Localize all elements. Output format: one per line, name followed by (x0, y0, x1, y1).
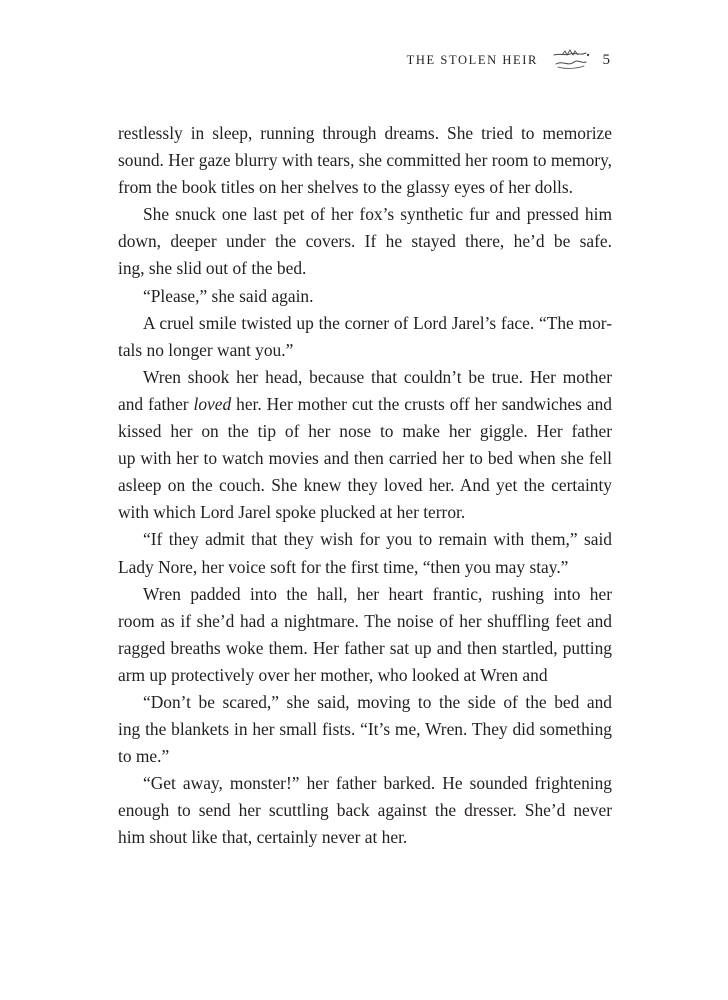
italic-emphasis: loved (193, 393, 232, 414)
page-number: 5 (602, 52, 610, 68)
text-line: up with her to watch movies and then carried her to bed when she fell (118, 448, 612, 469)
text-line: “If they admit that they wish for you to remain with them,” said (143, 529, 612, 550)
crown-and-flourish-ornament-icon (548, 47, 592, 73)
text-line: ragged breaths woke them. Her father sat up and then startled, putting (118, 637, 612, 658)
text-line: Wren shook her head, because that couldn’t be true. Her mother (143, 366, 612, 387)
text-line: asleep on the couch. She knew they loved her. And yet the certainty (118, 475, 612, 496)
text-line: to me.” (118, 746, 170, 767)
text-line: Lady Nore, her voice soft for the first time, “then you may stay.” (118, 556, 569, 577)
text-line: tals no longer want you.” (118, 339, 294, 360)
text-line: sound. Her gaze blurry with tears, she committed her room to memory, (118, 150, 612, 171)
text-line: restlessly in sleep, running through dreams. She tried to memorize (118, 123, 612, 143)
text-line: down, deeper under the covers. If he stayed there, he’d be safe. (118, 231, 612, 252)
text-line: “Don’t be scared,” she said, moving to the side of the bed and (143, 691, 612, 712)
text-run: and father (118, 393, 194, 414)
text-line: She snuck one last pet of her fox’s synthetic fur and pressed him (143, 204, 612, 225)
text-line: “Get away, monster!” her father barked. He sounded frightening (143, 773, 612, 794)
text-line: him shout like that, certainly never at her. (118, 827, 408, 848)
text-line: from the book titles on her shelves to the glassy eyes of her dolls. (118, 177, 573, 198)
text-line: kissed her on the tip of her nose to make her giggle. Her father (118, 421, 612, 442)
text-line (118, 391, 612, 418)
text-line: “Please,” she said again. (143, 285, 314, 306)
text-line: Wren padded into the hall, her heart frantic, rushing into her (143, 583, 612, 604)
text-line: with which Lord Jarel spoke plucked at her terror. (118, 502, 466, 523)
text-line: ing, she slid out of the bed. (118, 258, 307, 279)
text-run: her. Her mother cut the crusts off her sandwiches and (231, 393, 612, 414)
text-line: room as if she’d had a nightmare. The noise of her shuffling feet and (118, 610, 612, 631)
text-line: arm up protectively over her mother, who looked at Wren and (118, 664, 548, 685)
text-line: enough to send her scuttling back against the dresser. She’d never (118, 800, 612, 821)
running-title: THE STOLEN HEIR (406, 52, 538, 67)
running-head (407, 49, 592, 71)
text-line: A cruel smile twisted up the corner of Lord Jarel’s face. “The mor- (143, 312, 612, 333)
body-text (118, 120, 612, 852)
text-line: ing the blankets in her small fists. “It’s me, Wren. They did something (118, 719, 612, 740)
